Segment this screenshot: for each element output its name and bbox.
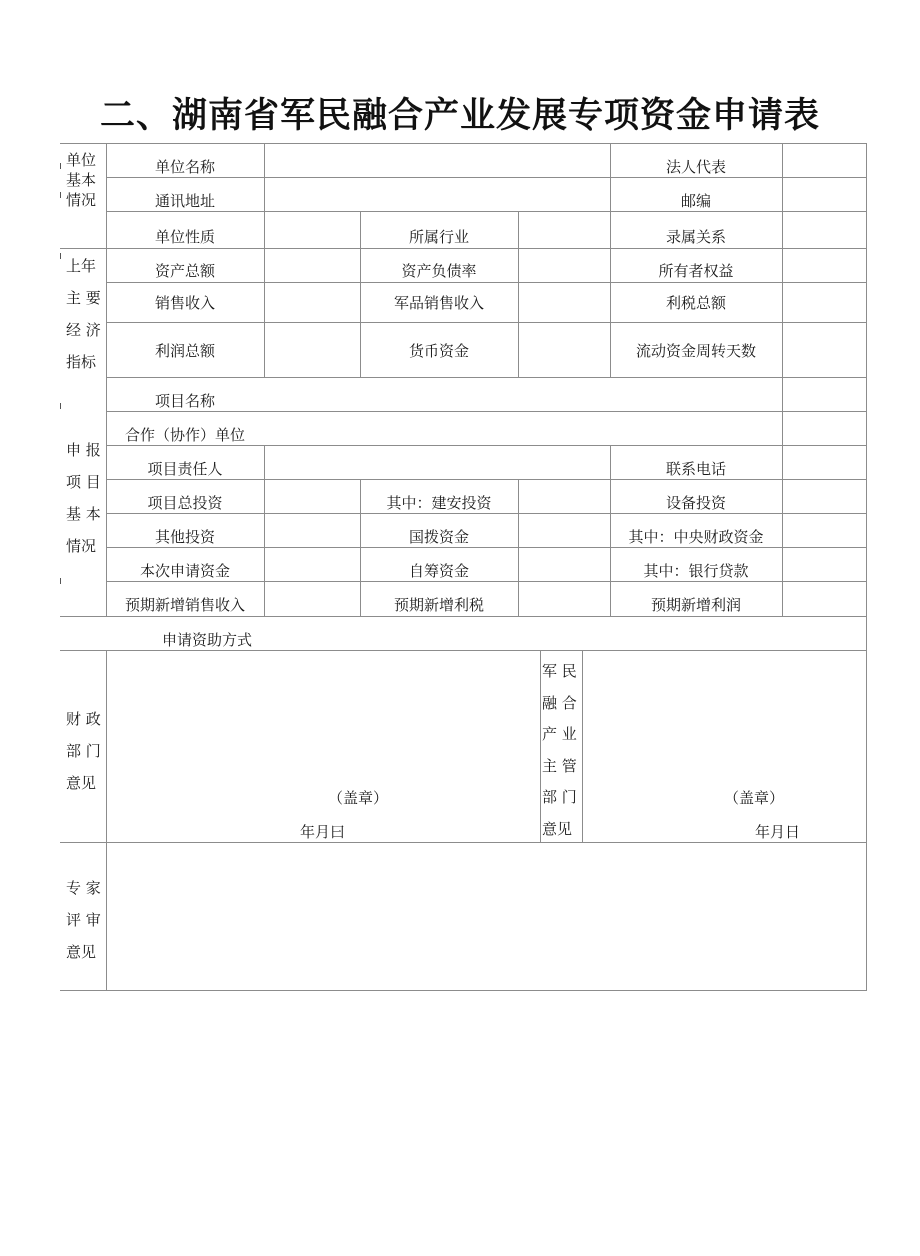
label-state-funds: 国拨资金	[408, 528, 469, 546]
label-self-funds: 自筹资金	[408, 562, 469, 580]
label-legal-rep: 法人代表	[665, 158, 726, 176]
section-unit-basic: 单位 基本 情况	[66, 151, 97, 209]
label-expected-profit: 预期新增利润	[650, 596, 741, 614]
label-construction-investment: 其中：建安投资	[386, 494, 492, 512]
label-total-profit: 利润总额	[154, 342, 215, 360]
label-monetary-funds: 货币资金	[408, 342, 469, 360]
label-turnover-days: 流动资金周转天数	[635, 342, 756, 360]
label-military-sales: 军品销售收入	[393, 294, 484, 312]
civil-military-date: 年月日	[755, 823, 801, 841]
label-project-leader: 项目责任人	[147, 460, 223, 478]
label-unit-name: 单位名称	[154, 158, 215, 176]
label-project-name: 项目名称	[154, 392, 215, 410]
label-postcode: 邮编	[680, 192, 711, 210]
label-total-assets: 资产总额	[154, 262, 215, 280]
label-address: 通讯地址	[154, 192, 215, 210]
label-partner-unit: 合作（协作）单位	[124, 426, 245, 444]
section-project: 申 报 项 目 基 本 情况	[66, 441, 101, 555]
label-bank-loan: 其中：银行贷款	[643, 562, 749, 580]
label-equipment-investment: 设备投资	[665, 494, 726, 512]
label-total-tax: 利税总额	[665, 294, 726, 312]
section-last-year: 上年 主 要 经 济 指标	[66, 257, 101, 371]
finance-seal: （盖章）	[328, 789, 389, 807]
label-contact-phone: 联系电话	[665, 460, 726, 478]
label-affiliation: 录属关系	[665, 228, 726, 246]
label-owner-equity: 所有者权益	[658, 262, 734, 280]
label-sales-income: 销售收入	[154, 294, 215, 312]
label-unit-nature: 单位性质	[154, 228, 215, 246]
label-funding-method: 申请资助方式	[162, 631, 253, 649]
label-industry: 所属行业	[408, 228, 469, 246]
label-other-investment: 其他投资	[154, 528, 215, 546]
page-title: 二、湖南省军民融合产业发展专项资金申请表	[99, 96, 820, 136]
section-finance-opinion: 财 政 部 门 意见	[66, 710, 101, 792]
label-debt-ratio: 资产负债率	[401, 262, 477, 280]
label-expected-tax: 预期新增利税	[393, 596, 484, 614]
label-total-investment: 项目总投资	[147, 494, 223, 512]
section-civil-military-opinion: 军 民 融 合 产 业 主 管 部 门 意见	[542, 662, 577, 838]
finance-date: 年月曰	[300, 823, 346, 841]
section-expert-opinion: 专 家 评 审 意见	[66, 879, 101, 961]
label-requested-funds: 本次申请资金	[139, 562, 230, 580]
label-expected-sales: 预期新增销售收入	[124, 596, 245, 614]
label-central-funds: 其中：中央财政资金	[628, 528, 764, 546]
civil-military-seal: （盖章）	[724, 789, 785, 807]
